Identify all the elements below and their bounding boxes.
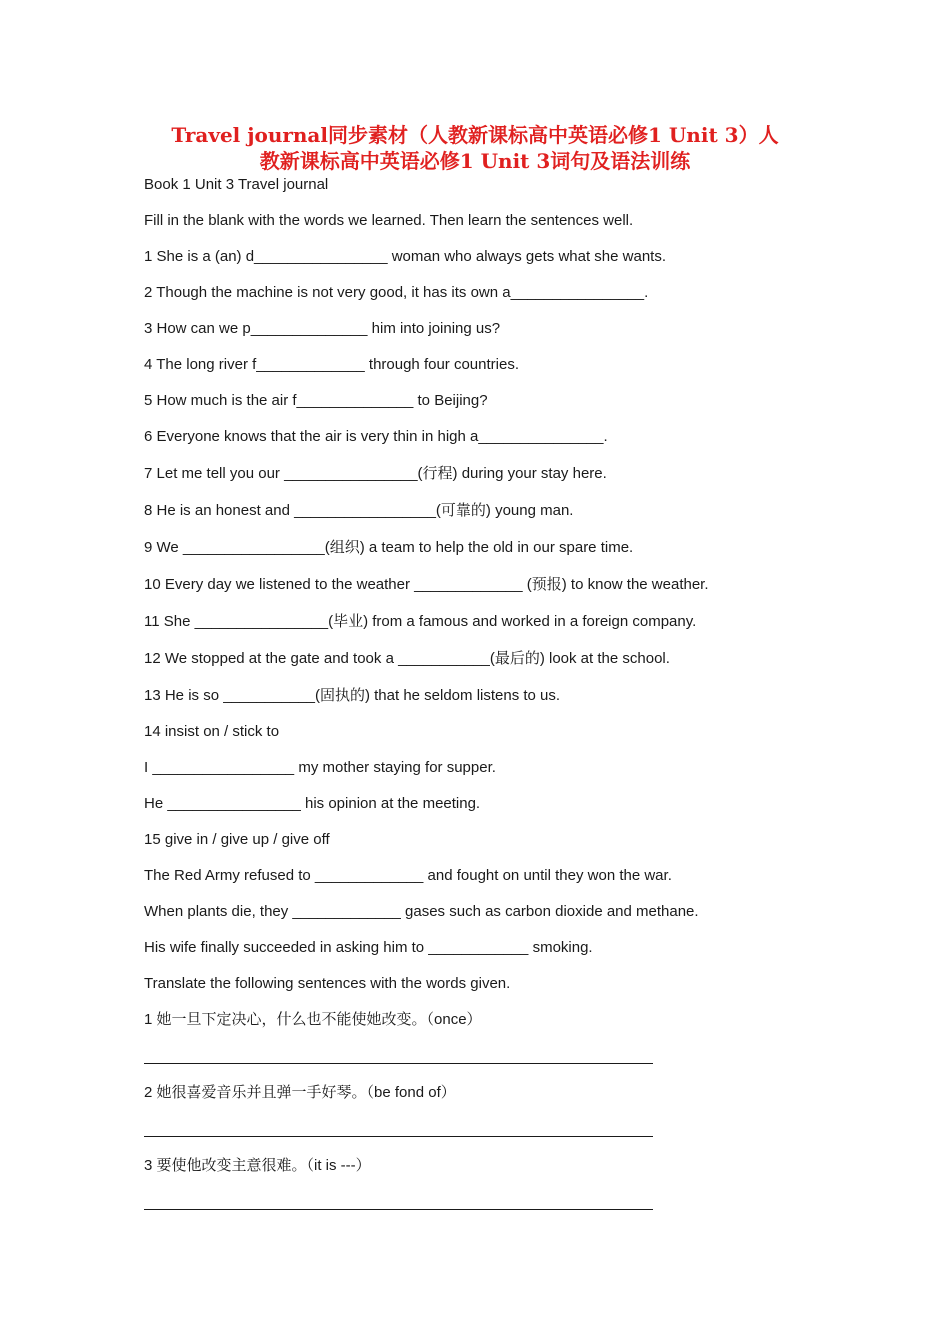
answer-line-1 (144, 1063, 653, 1064)
instruction-fill-blank: Fill in the blank with the words we learned. Then learn the sentences well. (144, 212, 634, 229)
title-line-2: 教新课标高中英语必修1 Unit 3词句及语法训练 (259, 149, 691, 173)
exercise-item-3: 3 How can we p______________ him into joining us? (144, 320, 501, 337)
translate-item-3: 3 要使他改变主意很难。（it is ---） (144, 1157, 371, 1174)
exercise-item-14-sentence-a: I _________________ my mother staying for supper. (144, 759, 496, 776)
subtitle-book-unit: Book 1 Unit 3 Travel journal (144, 176, 329, 193)
translate-item-1: 1 她一旦下定决心，什么也不能使她改变。（once） (144, 1011, 482, 1028)
exercise-item-4: 4 The long river f_____________ through four countries. (144, 356, 519, 373)
exercise-item-5: 5 How much is the air f______________ to Beijing? (144, 392, 488, 409)
instruction-translate: Translate the following sentences with the words given. (144, 975, 511, 992)
exercise-item-15-sentence-c: His wife finally succeeded in asking him to ____________ smoking. (144, 939, 593, 956)
exercise-item-14-sentence-b: He ________________ his opinion at the meeting. (144, 795, 481, 812)
exercise-item-2: 2 Though the machine is not very good, it has its own a________________. (144, 284, 649, 301)
title-line-1: Travel journal同步素材（人教新课标高中英语必修1 Unit 3）人 (171, 123, 779, 147)
exercise-item-15-heading: 15 give in / give up / give off (144, 831, 330, 848)
exercise-item-6: 6 Everyone knows that the air is very thin in high a_______________. (144, 428, 608, 445)
exercise-item-8: 8 He is an honest and _________________(可靠的) young man. (144, 502, 574, 519)
answer-line-3 (144, 1209, 653, 1210)
exercise-item-15-sentence-a: The Red Army refused to _____________ and fought on until they won the war. (144, 867, 672, 884)
exercise-item-14-heading: 14 insist on / stick to (144, 723, 280, 740)
exercise-item-10: 10 Every day we listened to the weather _____________ (预报) to know the weather. (144, 576, 709, 593)
exercise-item-9: 9 We _________________(组织) a team to help the old in our spare time. (144, 539, 634, 556)
translate-item-2: 2 她很喜爱音乐并且弹一手好琴。（be fond of） (144, 1084, 456, 1101)
exercise-item-15-sentence-b: When plants die, they _____________ gases such as carbon dioxide and methane. (144, 903, 699, 920)
exercise-item-13: 13 He is so ___________(固执的) that he seldom listens to us. (144, 687, 561, 704)
answer-line-2 (144, 1136, 653, 1137)
exercise-item-7: 7 Let me tell you our ________________(行程) during your stay here. (144, 465, 607, 482)
exercise-item-1: 1 She is a (an) d________________ woman who always gets what she wants. (144, 248, 667, 265)
exercise-item-11: 11 She ________________(毕业) from a famous and worked in a foreign company. (144, 613, 697, 630)
document-title (120, 122, 830, 174)
exercise-item-12: 12 We stopped at the gate and took a ___________(最后的) look at the school. (144, 650, 670, 667)
